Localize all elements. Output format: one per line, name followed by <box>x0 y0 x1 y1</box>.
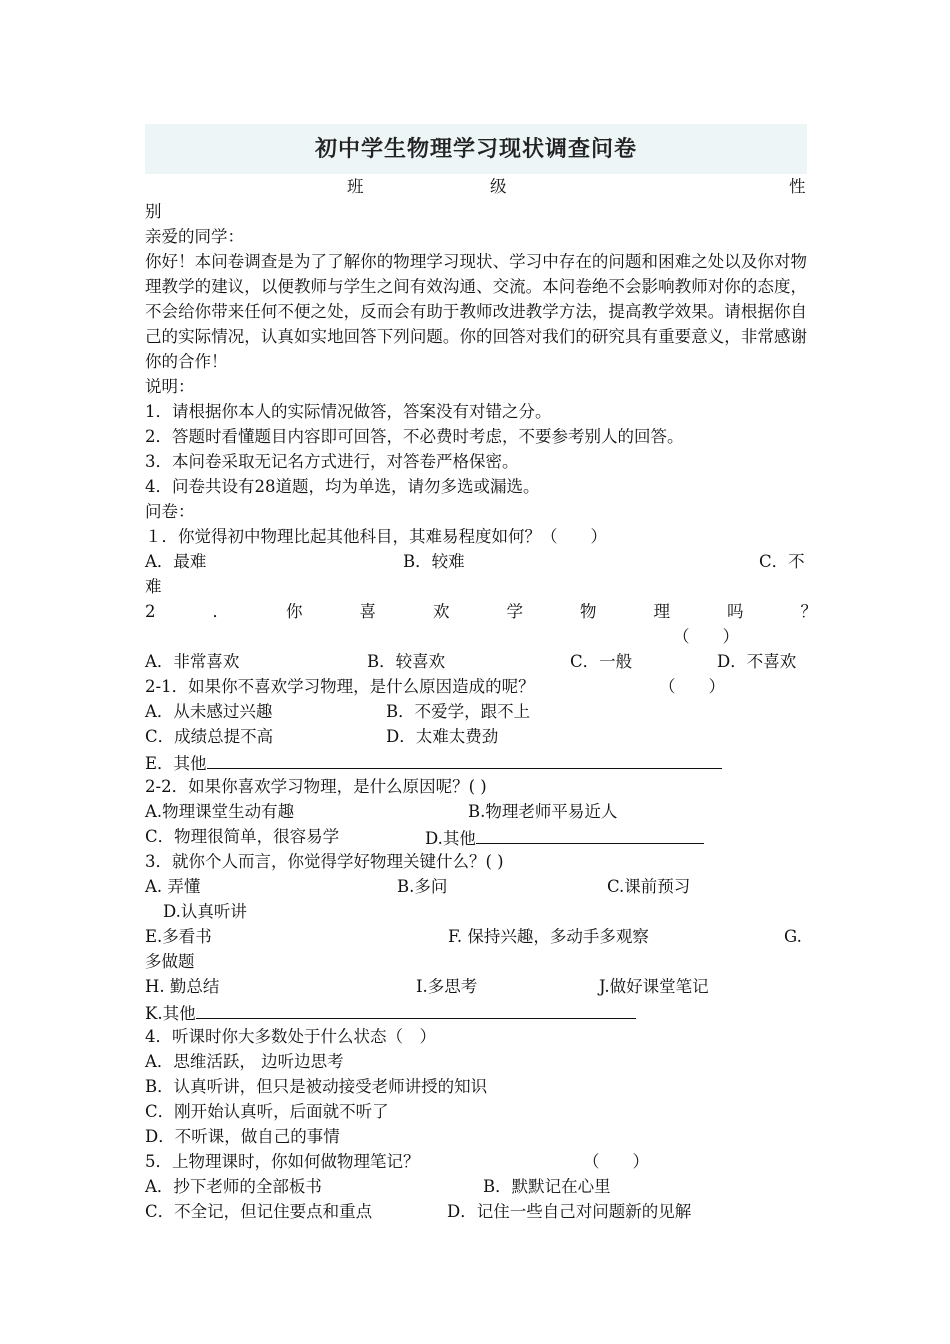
q2-char: 2 <box>145 602 156 621</box>
option-b: B．较难 <box>403 552 465 571</box>
note-item: 2．答题时看懂题目内容即可回答，不必费时考虑，不要参考别人的回答。 <box>145 427 684 446</box>
option-d: D．不听课，做自己的事情 <box>145 1127 340 1146</box>
question-2-1-other <box>145 749 807 774</box>
questionnaire-heading: 问卷： <box>145 502 195 521</box>
note-item: 1．请根据你本人的实际情况做答，答案没有对错之分。 <box>145 402 552 421</box>
option-a: A．最难 <box>145 552 207 571</box>
question-text: 5．上物理课时，你如何做物理笔记？ <box>145 1152 420 1171</box>
option-f: F. 保持兴趣，多动手多观察 <box>448 927 649 946</box>
q2-char: 你 <box>286 602 303 621</box>
question-2-1-options <box>145 724 807 749</box>
option-d-other <box>425 824 704 851</box>
question-3: 3．就你个人而言，你觉得学好物理关键什么？( ) <box>145 852 504 871</box>
option-e: E.多看书 <box>145 927 212 946</box>
answer-paren: （ ） <box>659 677 725 696</box>
gender-field-label: 性 <box>789 177 806 196</box>
question-2 <box>145 599 817 624</box>
option-c: C．物理很简单，很容易学 <box>145 827 340 846</box>
title-band <box>145 124 807 174</box>
question-2-1 <box>145 674 807 699</box>
fill-blank[interactable] <box>207 749 722 769</box>
option-g: G. <box>784 927 802 946</box>
option-c-cont: 难 <box>145 577 162 596</box>
option-c: C．一般 <box>570 652 633 671</box>
question-3-options <box>145 924 807 949</box>
answer-paren: （ ） <box>583 1152 649 1171</box>
greeting: 亲爱的同学： <box>145 227 244 246</box>
option-a: A．从未感过兴趣 <box>145 702 273 721</box>
q2-char: 吗 <box>727 602 744 621</box>
question-1-options <box>145 549 807 574</box>
q2-char: 喜 <box>359 602 376 621</box>
option-a: A.物理课堂生动有趣 <box>145 802 295 821</box>
question-2-answer-line <box>145 624 807 649</box>
option-d: D.认真听讲 <box>163 902 247 921</box>
grade-field-label: 级 <box>490 177 507 196</box>
option-a: A．非常喜欢 <box>145 652 240 671</box>
fill-blank[interactable] <box>196 999 636 1019</box>
q2-char: ． <box>212 602 229 621</box>
answer-paren: （ ） <box>673 627 739 646</box>
question-text: 2-1．如果你不喜欢学习物理，是什么原因造成的呢？ <box>145 677 535 696</box>
option-a: A. 弄懂 <box>145 877 201 896</box>
option-h: H. 勤总结 <box>145 977 220 996</box>
option-d: D．太难太费劲 <box>386 727 499 746</box>
note-item: 4．问卷共设有28道题，均为单选，请勿多选或漏选。 <box>145 477 540 496</box>
question-1: １．你觉得初中物理比起其他科目，其难易程度如何？（ ） <box>145 527 607 546</box>
question-4: 4．听课时你大多数处于什么状态（ ） <box>145 1027 436 1046</box>
class-field-label: 班 <box>347 177 364 196</box>
question-3-options <box>145 874 807 899</box>
option-a: A．思维活跃， 边听边思考 <box>145 1052 344 1071</box>
question-5-options <box>145 1174 807 1199</box>
option-k: K.其他 <box>145 1004 196 1023</box>
question-5-options <box>145 1199 807 1224</box>
option-e: E．其他 <box>145 754 207 773</box>
document-page <box>145 124 817 1224</box>
option-b: B.物理老师平易近人 <box>468 802 618 821</box>
option-c: C．不全记，但记住要点和重点 <box>145 1202 373 1221</box>
q2-char: 物 <box>580 602 597 621</box>
question-2-1-options <box>145 699 807 724</box>
option-i: I.多思考 <box>416 977 478 996</box>
q2-char: 学 <box>506 602 523 621</box>
q2-char: 理 <box>653 602 670 621</box>
option-d: D．记住一些自己对问题新的见解 <box>447 1202 692 1221</box>
option-g-cont: 多做题 <box>145 952 195 971</box>
info-line <box>145 174 807 199</box>
q2-char: ？ <box>800 602 817 621</box>
question-2-2-options <box>145 799 807 824</box>
option-d: D.其他 <box>425 829 476 848</box>
notes-heading: 说明： <box>145 377 195 396</box>
option-b: B.多问 <box>397 877 448 896</box>
option-b: B．默默记在心里 <box>483 1177 611 1196</box>
option-c: C.课前预习 <box>607 877 691 896</box>
option-c: C．刚开始认真听，后面就不听了 <box>145 1102 389 1121</box>
question-2-options <box>145 649 807 674</box>
question-3-options <box>145 899 807 924</box>
page-title: 初中学生物理学习现状调查问卷 <box>314 135 637 162</box>
option-b: B．不爱学，跟不上 <box>386 702 531 721</box>
question-5 <box>145 1149 807 1174</box>
option-c: C．成绩总提不高 <box>145 727 274 746</box>
option-b: B．认真听讲，但只是被动接受老师讲授的知识 <box>145 1077 488 1096</box>
fill-blank[interactable] <box>476 824 704 844</box>
option-j: J.做好课堂笔记 <box>599 977 709 996</box>
gender-field-label-cont: 别 <box>145 202 162 221</box>
question-3-other <box>145 999 807 1024</box>
question-2-2-options <box>145 824 807 849</box>
note-item: 3．本问卷采取无记名方式进行，对答卷严格保密。 <box>145 452 519 471</box>
question-2-2: 2-2．如果你喜欢学习物理，是什么原因呢？( ) <box>145 777 487 796</box>
option-d: D．不喜欢 <box>717 652 797 671</box>
option-c: C．不 <box>759 552 805 571</box>
q2-char: 欢 <box>433 602 450 621</box>
question-3-options <box>145 974 807 999</box>
intro-paragraph: 你好！本问卷调查是为了了解你的物理学习现状、学习中存在的问题和困难之处以及你对物理教学的建议，以便教师与学生之间有效沟通、交流。本问卷绝不会影响教师对你的态度，不会给你带来任何不便之处，反而会有助于教师改进教学方法，提高教学效果。请根据你自己的实际情况，认真如实地回答下列问题。你的回答对我们的研究具有重要意义，非常感谢你的合作！ <box>145 252 807 371</box>
option-b: B．较喜欢 <box>367 652 446 671</box>
option-a: A．抄下老师的全部板书 <box>145 1177 322 1196</box>
